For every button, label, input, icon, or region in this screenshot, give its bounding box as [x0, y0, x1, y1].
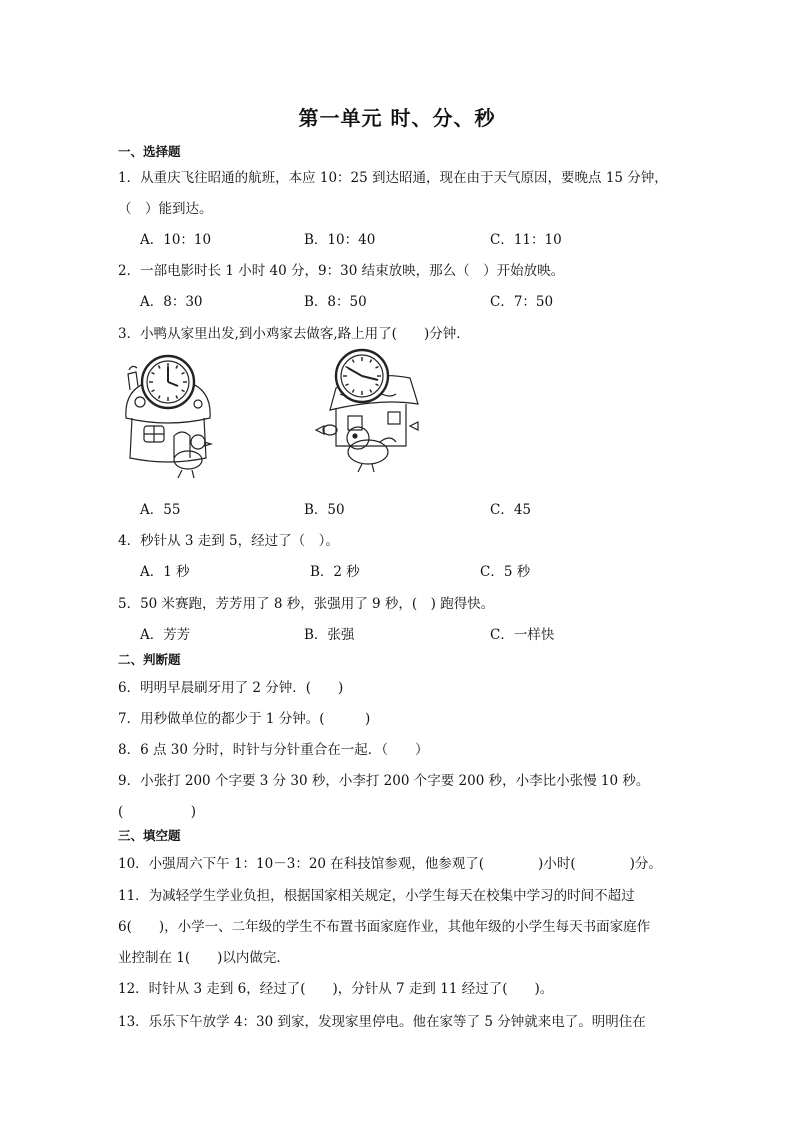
question-9-answer-blank[interactable]: ( ) [118, 804, 197, 820]
question-13-text: 13．乐乐下午放学 4：30 到家，发现家里停电。他在家等了 5 分钟就来电了。明明住在 [118, 1014, 646, 1030]
question-11-line-1: 11．为减轻学生学业负担，根据国家相关规定，小学生每天在校集中学习的时间不超过 [118, 888, 635, 904]
question-1-options [140, 228, 700, 248]
option-c[interactable]: C．5 秒 [480, 564, 531, 580]
option-b[interactable]: B．2 秒 [310, 564, 360, 580]
option-c[interactable]: C．45 [490, 502, 532, 518]
question-5-options [140, 623, 700, 643]
option-c[interactable]: C．7：50 [490, 294, 554, 310]
chick-house-illustration [310, 348, 425, 478]
question-11-line-3: 业控制在 1( )以内做完． [118, 950, 290, 966]
question-4-text: 4．秒针从 3 走到 5，经过了（ ）。 [118, 533, 339, 549]
section-heading-fill: 三、填空题 [118, 828, 181, 843]
question-12-text: 12．时针从 3 走到 6，经过了( )，分针从 7 走到 11 经过了( )。 [118, 981, 554, 997]
question-9-text: 9．小张打 200 个字要 3 分 30 秒，小李打 200 个字要 200 秒，小李比小张慢 10 秒。 [118, 773, 650, 789]
question-1-text: 1．从重庆飞往昭通的航班，本应 10：25 到达昭通，现在由于天气原因，要晚点 15 分钟， [118, 170, 668, 186]
option-b[interactable]: B．10：40 [304, 232, 376, 248]
option-a[interactable]: A．8：30 [140, 294, 203, 310]
option-a[interactable]: A．55 [140, 502, 181, 518]
option-b[interactable]: B．张强 [304, 627, 355, 643]
section-heading-choice: 一、选择题 [118, 144, 181, 159]
question-5-text: 5．50 米赛跑，芳芳用了 8 秒，张强用了 9 秒，( ) 跑得快。 [118, 596, 495, 612]
question-11-line-2: 6( )，小学一、二年级的学生不布置书面家庭作业，其他年级的小学生每天书面家庭作 [118, 919, 651, 935]
option-a[interactable]: A．10：10 [140, 232, 212, 248]
option-c[interactable]: C．一样快 [490, 627, 555, 643]
duck-house-illustration [118, 350, 218, 480]
question-6-text: 6．明明早晨刷牙用了 2 分钟．( ) [118, 680, 344, 696]
question-3-options [140, 498, 700, 518]
question-7-text: 7．用秒做单位的都少于 1 分钟。( ) [118, 711, 371, 727]
option-a[interactable]: A．1 秒 [140, 564, 190, 580]
question-1-text-cont: （ ）能到达。 [118, 201, 213, 217]
question-8-text: 8．6 点 30 分时，时针与分针重合在一起．（ ） [118, 742, 429, 758]
page-title: 第一单元 时、分、秒 [298, 106, 496, 130]
option-b[interactable]: B．50 [304, 502, 345, 518]
option-b[interactable]: B．8：50 [304, 294, 367, 310]
option-c[interactable]: C．11：10 [490, 232, 562, 248]
section-heading-judge: 二、判断题 [118, 652, 181, 667]
question-2-options [140, 290, 700, 310]
question-4-options [140, 560, 700, 580]
option-a[interactable]: A．芳芳 [140, 627, 191, 643]
question-10-text: 10．小强周六下午 1：10－3：20 在科技馆参观，他参观了( )小时( )分。 [118, 856, 662, 872]
question-2-text: 2．一部电影时长 1 小时 40 分，9：30 结束放映，那么（ ）开始放映。 [118, 263, 565, 279]
question-3-text: 3．小鸭从家里出发,到小鸡家去做客,路上用了( )分钟． [118, 326, 470, 342]
